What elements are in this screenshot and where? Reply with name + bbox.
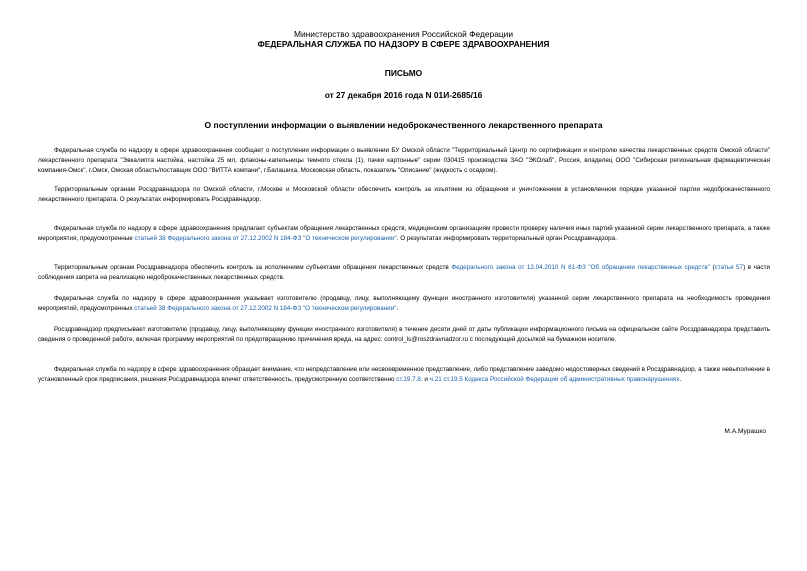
document-date-number: от 27 декабря 2016 года N 01И-2685/16 — [324, 90, 483, 100]
signature-name: М.А.Мурашко — [724, 428, 766, 435]
paragraph-4-text-mid: ( — [709, 264, 715, 271]
paragraph-5-text-a: Федеральная служба по надзору в сфере здравоохранения указывает изготовителю (продавцу, лицу, выполняющему функции иностранного изготовителя) указанной серии лекарственного препарата на необходимость проведения мероприятий, предусмотренных — [38, 295, 770, 313]
ministry-name: Министерство здравоохранения Российской Федерации — [293, 29, 514, 39]
paragraph-5-text-b: . — [396, 305, 399, 313]
paragraph-3 — [38, 224, 770, 244]
paragraph-3-text-a: Федеральная служба по надзору в сфере здравоохранения предлагает субъектам обращения лекарственных средств, медицинским организациям провести проверку наличия иных партий указанной серии лекарственного препарата, а также мероприятия, предусмотренные — [38, 225, 770, 243]
paragraph-7-text-mid: и — [422, 376, 430, 384]
service-name: ФЕДЕРАЛЬНАЯ СЛУЖБА ПО НАДЗОРУ В СФЕРЕ ЗДРАВООХРАНЕНИЯ — [257, 39, 550, 49]
paragraph-6: Росздравнадзор предписывает изготовителю (продавцу, лицу, выполняющему функции иностранного изготовителя) в течение десяти дней от даты публикации информационного письма на официальном сайте Росздравнадзора представить сведения о проведенной работе, включая программу мероприятий по предотвращению причинения вреда, на адрес: control_ls@roszdravnadzor.ru с последующей досылкой на бумажном носителе. — [38, 326, 770, 344]
paragraph-2: Территориальным органам Росздравнадзора по Омской области, г.Москве и Московской области обеспечить контроль за изъятием из обращения и уничтожением в установленном порядке указанной партии недоброкачественного лекарственного препарата. О результатах информировать Росздравнадзор. — [38, 186, 770, 204]
law-184fz-link[interactable]: статьей 38 Федерального закона от 27.12.2002 N 184-ФЗ "О техническом регулировании" — [134, 235, 397, 243]
paragraph-4 — [38, 263, 770, 283]
paragraph-4-text-b: ) в части соблюдения запрета на реализацию недоброкачественных лекарственных средств. — [38, 264, 770, 282]
law-61fz-link[interactable]: Федерального закона от 12.04.2010 N 61-ФЗ "Об обращении лекарственных средств" — [451, 264, 710, 271]
paragraph-3-text-b: . О результатах информировать территориальный орган Росздравнадзора. — [396, 235, 617, 243]
paragraph-4-text-a: Территориальным органам Росздравнадзора обеспечить контроль за исполнением субъектами обращения лекарственных средств — [54, 264, 452, 271]
paragraph-1: Федеральная служба по надзору в сфере здравоохранения сообщает о поступлении информации о выявлении БУ Омской области "Территориальный Центр по сертификации и контролю качества лекарственных средств Омской области" лекарственного препарата "Эвкалипта настойка, настойка 25 мл, флаконы-капельницы темного стекла (1), пачки картонные" серии 030415 производства ЗАО "ЭКОлаб", Россия, владелец ООО "Сибирская региональная фармацевтическая компания-Омск", г.Омск, Омская область/поставщик ООО "ВИТТА компани", г.Балашиха, Московская область, показатель "Описание" (жидкость с осадком). — [38, 147, 770, 175]
paragraph-5 — [38, 294, 770, 314]
koap-19-7-8-link[interactable]: ст.19.7.8. — [396, 376, 423, 384]
koap-19-5-link[interactable]: ч.21 ст.19.5 Кодекса Российской Федерации об административных правонарушениях — [429, 376, 680, 384]
document-type: ПИСЬМО — [384, 68, 423, 78]
law-184fz-link-2[interactable]: статьей 38 Федерального закона от 27.12.2002 N 184-ФЗ "О техническом регулировании" — [134, 305, 397, 313]
paragraph-7 — [38, 365, 770, 385]
paragraph-7-text-a: Федеральная служба по надзору в сфере здравоохранения обращает внимание, что непредставление или несвоевременное представление, либо представление заведомо недостоверных сведений в Росздравнадзор, а также невыполнение в установленный срок предписания, решения Росздравнадзора влечет ответственность, предусмотренную соответственно — [38, 366, 770, 384]
paragraph-7-text-b: . — [679, 376, 682, 384]
document-subject: О поступлении информации о выявлении недоброкачественного лекарственного препарата — [204, 120, 603, 130]
article-57-link[interactable]: статья 57 — [714, 264, 744, 271]
